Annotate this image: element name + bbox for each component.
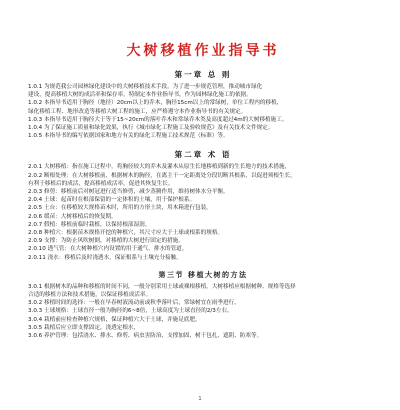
chapter-heading: 第二章 术 语 bbox=[174, 150, 232, 160]
paragraph-line: 有利于移植后的成活，提高移植成活率，促进其恢复生长。 bbox=[28, 180, 174, 187]
paragraph-line: 建设，提高移植大树的成活率和保存率，特制定本作业指导书，作为园林绿化施工的依据。 bbox=[28, 92, 252, 99]
document-title: 大树移植作业指导书 bbox=[126, 43, 280, 59]
paragraph-line: 2.0.11 浇水：移植后及时浇透水，保证根系与土壤充分接触。 bbox=[28, 254, 182, 261]
chapter-3-body bbox=[28, 283, 378, 340]
paragraph-line: 2.0.4 土球：起苗时在根部保留的一定体积的土壤，用于保护根系。 bbox=[28, 197, 196, 204]
paragraph-line: 3.0.4 栽植前应检查种植穴规格，保证种植穴大于土球，并施足底肥。 bbox=[28, 316, 201, 323]
paragraph-line: 3.0.2 移植时间的选择：一般在早春树液流动前或秋季落叶后，常绿树宜在雨季进行。 bbox=[28, 300, 240, 307]
page-number: 1 bbox=[198, 396, 202, 402]
paragraph-line: 3.0.3 土球规格：土球直径一般为胸径的6~8倍，土球高度为土球直径的2/3左右。 bbox=[28, 308, 233, 315]
paragraph-line: 1.0.5 本指导书的编写依据国家和地方有关的绿化工程施工技术规范（标准）等。 bbox=[28, 133, 229, 140]
paragraph-line: 2.0.1 大树移植：指在施工过程中，将胸径较大的乔木及灌木从原生长地移植到新的生长地方的技术措施， bbox=[28, 164, 291, 171]
paragraph-line: 3.0.5 栽植后应立即支撑固定，浇透定根水， bbox=[28, 324, 140, 331]
section-heading: 第三节 移植大树的方法 bbox=[158, 270, 248, 279]
chapter-heading: 第一章 总 则 bbox=[174, 70, 232, 79]
paragraph-line: 合适的移植方法和技术措施，以保证移植成活率。 bbox=[28, 292, 152, 299]
paragraph-line: 1.0.3 本指导书适用于胸径大于等于15~20cm的落叶乔木和常绿乔木类及高度超过4m的大树移植施工。 bbox=[28, 116, 288, 123]
paragraph-line: 2.0.9 支撑：为防止风吹树倒，对移植的大树进行固定的措施。 bbox=[28, 238, 184, 245]
paragraph-line: 2.0.7 假植：移植前临时栽植，以保持根部湿润。 bbox=[28, 221, 151, 228]
paragraph-line: 2.0.3 修剪：移植前后对树冠进行适当修剪，减少蒸腾作用，维持树体水分平衡。 bbox=[28, 189, 229, 196]
chapter-1-body bbox=[28, 83, 378, 140]
paragraph-line: 2.0.5 土台：在移植较大规格苗木时，所用的方形土块，用木箱进行包装。 bbox=[28, 205, 212, 212]
paragraph-line: 1.0.1 为规范我公司园林绿化建设中的大树移植技术手段，为了进一步规范管理，推动城市绿化 bbox=[28, 84, 263, 90]
chapter-2-body bbox=[28, 163, 378, 261]
paragraph-line: 3.0.1 根据树木的品种和移植的时间不同，一般分别采用土球或裸根移植。大树移植应根据树种、规格等选择 bbox=[28, 283, 296, 290]
paragraph-line: 1.0.2 本指导书适用于胸径（地径）20cm以上的乔木，胸径15cm以上的常绿树，单位工程内的移植， bbox=[28, 100, 283, 107]
paragraph-line: 2.0.2 断根处理：在大树移植前，根据树木的胸径，在离主干一定距离处分段切断其根系，以促进须根生长， bbox=[28, 172, 296, 179]
paragraph-line: 2.0.6 缓苗：大树移植后的恢复期。 bbox=[28, 213, 117, 220]
paragraph-line: 绿化移植工程、地形改造等移植大树工程的施工，应严格遵守本作业指导书的有关规定。 bbox=[28, 108, 247, 115]
paragraph-line: 2.0.8 种植穴：根据苗木规格开挖的种植穴，其尺寸应大于土球或根系的规格。 bbox=[28, 230, 224, 237]
paragraph-line: 1.0.4 为了保证施工质量和绿化效果，执行《城市绿化工程施工及验收规范》及有关技术文件规定。 bbox=[28, 125, 274, 132]
paragraph-line: 3.0.6 养护管理：包括浇水、排水、修剪、病虫害防治、支撑加固、树干包扎、遮阴、防寒等。 bbox=[28, 333, 263, 340]
paragraph-line: 2.0.10 透气管：在大树种植穴内设置的用于通气、排水的管道。 bbox=[28, 246, 188, 253]
